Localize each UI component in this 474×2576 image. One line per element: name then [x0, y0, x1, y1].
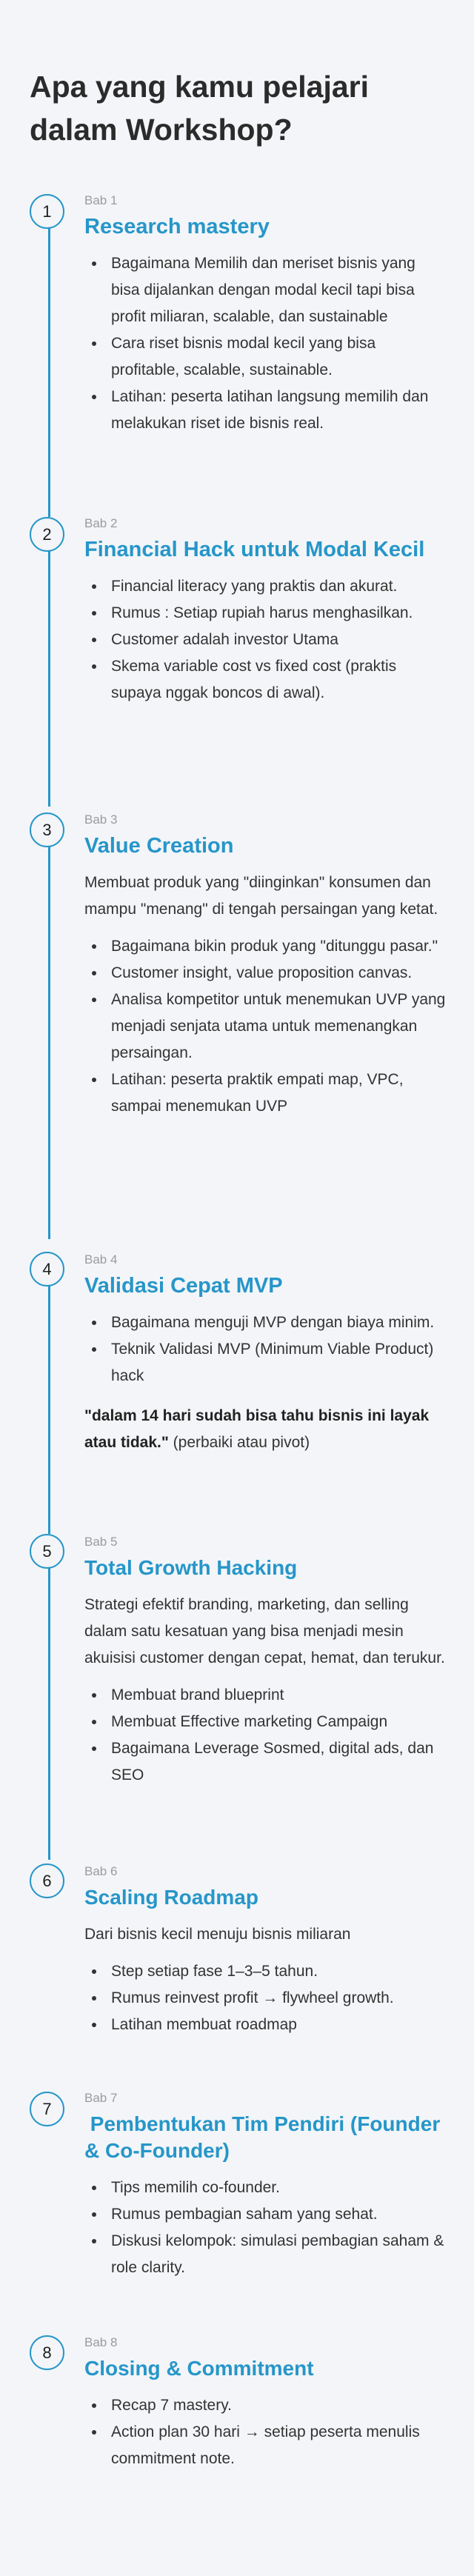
quote-bold-text: "dalam 14 hari sudah bisa tahu bisnis ini layak atau tidak." — [84, 1407, 430, 1451]
step-number-circle: 7 — [30, 2092, 64, 2126]
list-item: Recap 7 mastery. — [111, 2392, 447, 2419]
timeline-connector — [48, 1273, 50, 1534]
timeline-connector — [48, 551, 50, 807]
validation-quote — [84, 1403, 447, 1456]
chapter-label: Bab 6 — [84, 1864, 118, 1878]
bullet-list — [84, 2175, 447, 2281]
list-item: Membuat brand blueprint — [111, 1682, 447, 1709]
list-item: Teknik Validasi MVP (Minimum Viable Product) hack — [111, 1336, 447, 1389]
step-number-circle: 3 — [30, 812, 64, 847]
section-title: Total Growth Hacking — [84, 1556, 298, 1579]
list-item: Tips memilih co-founder. — [111, 2175, 447, 2201]
list-item: Bagaimana bikin produk yang "ditunggu pasar." — [111, 933, 447, 960]
chapter-label: Bab 8 — [84, 2335, 118, 2349]
bullet-list — [84, 250, 447, 437]
list-item: Analisa kompetitor untuk menemukan UVP yang menjadi senjata utama untuk memenangkan persaingan. — [111, 987, 447, 1067]
quote-suffix-text: (perbaiki atau pivot) — [168, 1434, 310, 1451]
section-title: Scaling Roadmap — [84, 1886, 258, 1909]
section-bab-5 — [84, 1534, 447, 1789]
list-item: Latihan membuat roadmap — [111, 2012, 447, 2038]
section-title: Closing & Commitment — [84, 2357, 314, 2380]
step-number-circle: 6 — [30, 1863, 64, 1898]
list-item: Latihan: peserta latihan langsung memilih dan melakukan riset ide bisnis real. — [111, 384, 447, 437]
timeline-connector — [48, 228, 50, 517]
section-intro: Membuat produk yang "diinginkan" konsumen dan mampu "menang" di tengah persaingan yang ketat. — [84, 874, 438, 918]
section-title: Pembentukan Tim Pendiri (Founder & Co-Founder) — [84, 2112, 446, 2162]
section-bab-3 — [84, 812, 447, 1120]
list-item: Skema variable cost vs fixed cost (praktis supaya nggak boncos di awal). — [111, 653, 447, 707]
bullet-list — [84, 933, 447, 1120]
section-title: Validasi Cepat MVP — [84, 1274, 283, 1298]
timeline-connector — [48, 840, 50, 1239]
list-item: Cara riset bisnis modal kecil yang bisa profitable, scalable, sustainable. — [111, 330, 447, 384]
list-item: Latihan: peserta praktik empati map, VPC, sampai menemukan UVP — [111, 1067, 447, 1120]
list-item: Rumus : Setiap rupiah harus menghasilkan. — [111, 600, 447, 627]
step-number-circle: 2 — [30, 517, 64, 552]
list-item: Customer adalah investor Utama — [111, 627, 447, 653]
page-title: Apa yang kamu pelajari dalam Workshop? — [30, 70, 370, 147]
list-item: Rumus reinvest profit → flywheel growth. — [111, 1985, 447, 2012]
step-number-circle: 1 — [30, 194, 64, 229]
section-bab-1 — [84, 193, 447, 437]
section-bab-6 — [84, 1863, 447, 2038]
section-title: Financial Hack untuk Modal Kecil — [84, 538, 425, 561]
section-intro: Strategi efektif branding, marketing, dan selling dalam satu kesatuan yang bisa menjadi mesin akuisisi customer dengan cepat, hemat, dan terukur. — [84, 1596, 445, 1666]
section-title: Research mastery — [84, 215, 270, 238]
bullet-list — [84, 1958, 447, 2038]
chapter-label: Bab 5 — [84, 1535, 118, 1549]
chapter-label: Bab 2 — [84, 516, 118, 530]
section-bab-8 — [84, 2335, 447, 2472]
step-number-circle: 4 — [30, 1252, 64, 1287]
chapter-label: Bab 7 — [84, 2091, 118, 2105]
list-item: Membuat Effective marketing Campaign — [111, 1709, 447, 1735]
timeline-connector — [48, 1567, 50, 1860]
section-title: Value Creation — [84, 834, 234, 858]
chapter-label: Bab 4 — [84, 1252, 118, 1267]
chapter-label: Bab 3 — [84, 812, 118, 827]
list-item: Step setiap fase 1–3–5 tahun. — [111, 1958, 447, 1985]
section-intro: Dari bisnis kecil menuju bisnis miliaran — [84, 1926, 351, 1943]
list-item: Action plan 30 hari → setiap peserta menulis commitment note. — [111, 2419, 447, 2472]
section-bab-2 — [84, 515, 447, 707]
list-item: Customer insight, value proposition canvas. — [111, 960, 447, 987]
list-item: Bagaimana Leverage Sosmed, digital ads, dan SEO — [111, 1735, 447, 1789]
section-bab-7 — [84, 2090, 447, 2281]
bullet-list — [84, 2392, 447, 2472]
step-number-circle: 5 — [30, 1534, 64, 1569]
list-item: Rumus pembagian saham yang sehat. — [111, 2201, 447, 2228]
list-item: Financial literacy yang praktis dan akurat. — [111, 573, 447, 600]
chapter-label: Bab 1 — [84, 193, 118, 207]
list-item: Bagaimana menguji MVP dengan biaya minim. — [111, 1309, 447, 1336]
section-bab-4 — [84, 1252, 447, 1456]
bullet-list — [84, 1682, 447, 1789]
step-number-circle: 8 — [30, 2335, 64, 2370]
list-item: Diskusi kelompok: simulasi pembagian saham & role clarity. — [111, 2228, 447, 2281]
bullet-list — [84, 1309, 447, 1389]
list-item: Bagaimana Memilih dan meriset bisnis yang bisa dijalankan dengan modal kecil tapi bisa profit miliaran, scalable, dan sustainable — [111, 250, 447, 330]
bullet-list — [84, 573, 447, 707]
